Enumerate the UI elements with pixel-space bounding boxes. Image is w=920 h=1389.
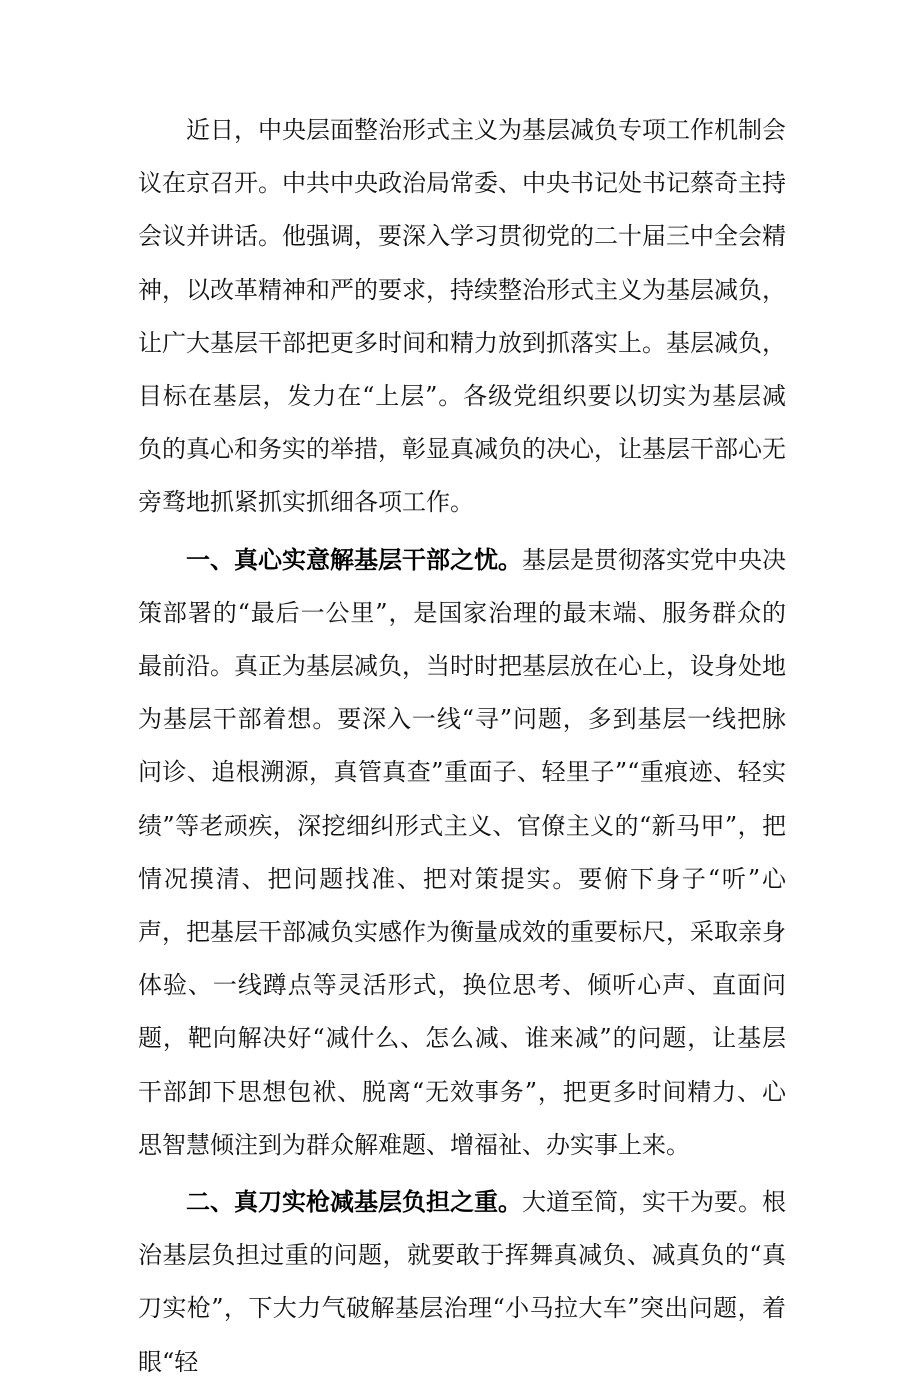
paragraph-section-1 xyxy=(138,534,786,1172)
paragraph-section-2 xyxy=(138,1176,786,1389)
paragraph-intro xyxy=(138,104,786,530)
paragraph-text: 大道至简，实干为要。根治基层负担过重的问题，就要敢于挥舞真减负、减真负的“真刀实枪”，下大力气破解基层治理“小马拉大车”突出问题，着眼“轻 xyxy=(138,1188,786,1376)
section-heading: 二、真刀实枪减基层负担之重。 xyxy=(186,1188,522,1217)
paragraph-text: 近日，中央层面整治形式主义为基层减负专项工作机制会议在京召开。中共中央政治局常委、中央书记处书记蔡奇主持会议并讲话。他强调，要深入学习贯彻党的二十届三中全会精神，以改革精神和严的要求，持续整治形式主义为基层减负，让广大基层干部把更多时间和精力放到抓落实上。基层减负，目标在基层，发力在“上层”。各级党组织要以切实为基层减负的真心和务实的举措，彰显真减负的决心，让基层干部心无旁骛地抓紧抓实抓细各项工作。 xyxy=(138,116,786,517)
section-heading: 一、真心实意解基层干部之忧。 xyxy=(186,545,522,574)
document-body xyxy=(138,104,786,1389)
paragraph-text: 基层是贯彻落实党中央决策部署的“最后一公里”，是国家治理的最末端、服务群众的最前沿。真正为基层减负，当时时把基层放在心上，设身处地为基层干部着想。要深入一线“寻”问题，多到基层一线把脉问诊、追根溯源，真管真查”重面子、轻里子”“重痕迹、轻实绩”等老顽疾，深挖细纠形式主义、官僚主义的“新马甲”，把情况摸清、把问题找准、把对策提实。要俯下身子“听”心声，把基层干部减负实感作为衡量成效的重要标尺，采取亲身体验、一线蹲点等灵活形式，换位思考、倾听心声、直面问题，靶向解决好“减什么、怎么减、谁来减”的问题，让基层干部卸下思想包袱、脱离“无效事务”，把更多时间精力、心思智慧倾注到为群众解难题、增福祉、办实事上来。 xyxy=(138,545,786,1159)
